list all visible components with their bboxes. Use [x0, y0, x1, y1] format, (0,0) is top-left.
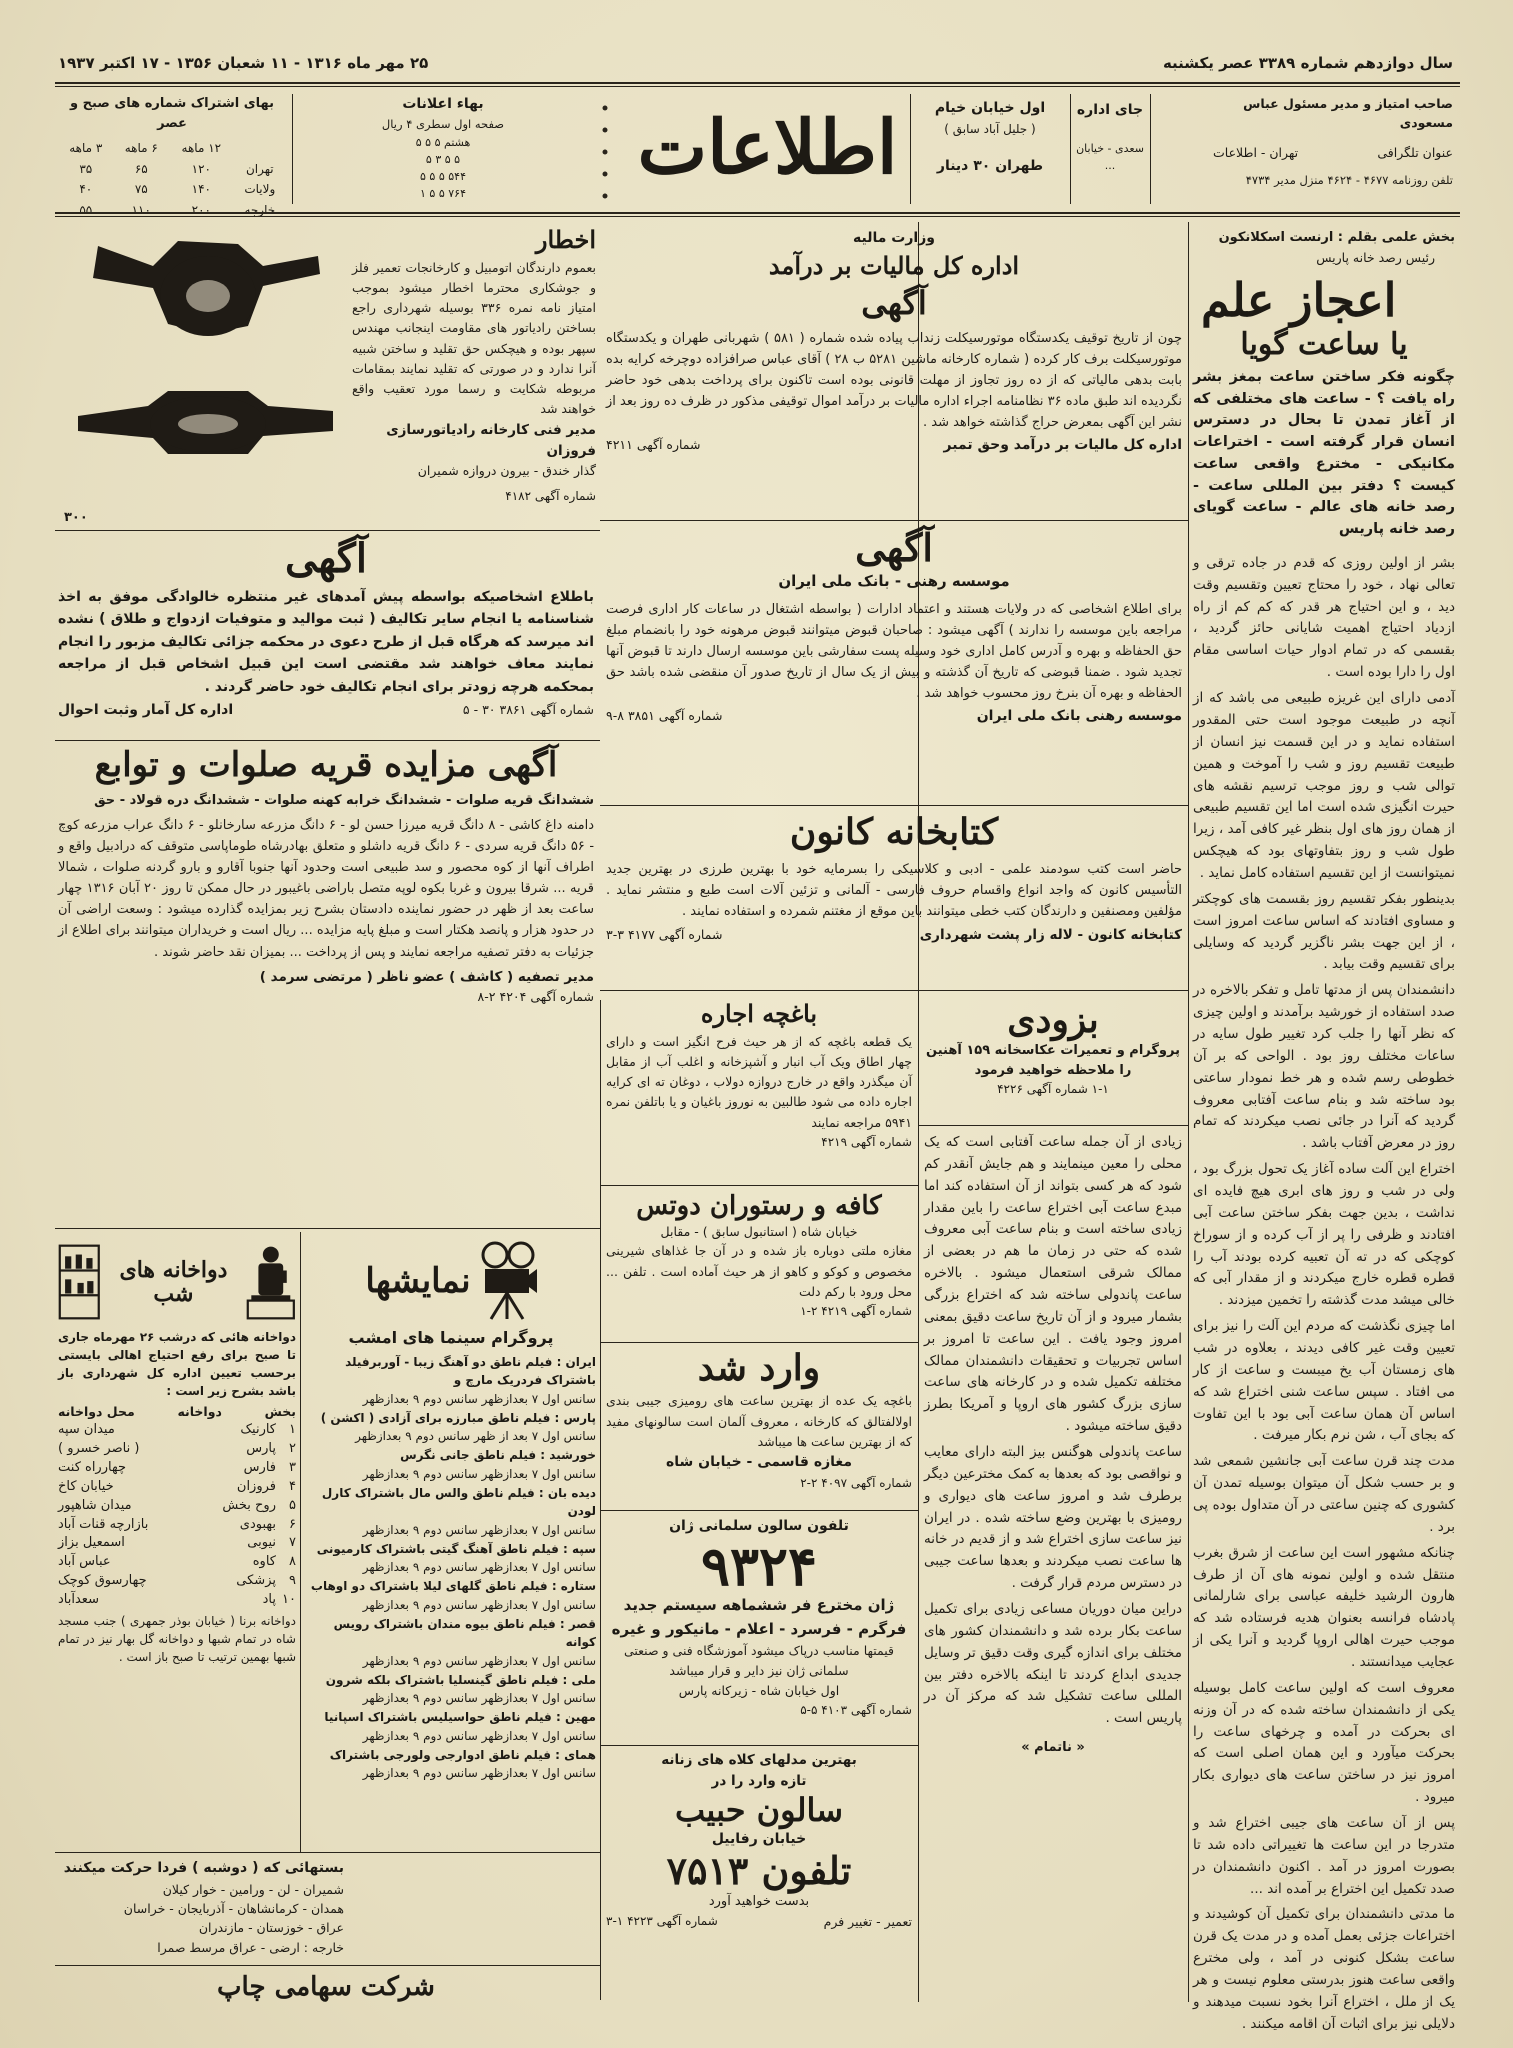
stats-sign: اداره کل آمار وثبت احوال: [58, 701, 234, 718]
pharmacy-row: [58, 1534, 296, 1553]
ads-row: ۵۴۴ ۵ ۵ ۵: [420, 169, 466, 183]
ornament-dots: [601, 100, 609, 200]
subs-cell: تهران: [245, 161, 274, 176]
pharmacist-icon: [246, 1239, 296, 1325]
office-value: سعدی - خیابان ...: [1076, 141, 1144, 172]
article-kicker: بخش علمی بقلم : ارنست اسکلانکون: [1218, 230, 1455, 245]
article-paragraph: ما مدتی دانشمندان برای تکمیل آن کوشیدند و اختراعات جزئی بعمل آمده و در مدت یک قرن ساعت بشکل کنونی در آمد ، ولی مخترع واقعی ساعت هنوز بدرستی معلوم نیست و هر یک از ملل ، اختراع آنرا بخود نسبت میدهند و دلایلی نیز برای اثبات آن اقامه میکنند .: [1193, 1906, 1455, 2032]
pharmacy-district: ۱: [289, 1422, 296, 1438]
cinema-brand: نمایشها: [365, 1261, 471, 1301]
warning-address: گذار خندق - بیرون دروازه شمیران: [417, 463, 596, 479]
warning-mark: ۳۰۰: [64, 510, 88, 525]
pharmacy-row: [58, 1516, 296, 1535]
garden-body: یک قطعه باغچه که از هر حیث فرح انگیز است و دارای چهار اطاق ویک آب انبار و آشپزخانه و اغلب آب از مقابل آن میگذرد واقع در خارج دروازه دولاب ، دوغان ته ای کرایه اجاره داده می شود طالبین به نوروز باغیان و یا باتلفن نمره ۵۹۴۱ مراجعه نمایند: [606, 1033, 912, 1130]
article-kicker-sub: رئیس رصد خانه پاریس: [1316, 250, 1435, 266]
price: طهران ۳۰ دینار: [936, 158, 1044, 175]
subs-cell: ۶۵: [134, 161, 148, 176]
arrived-title: وارد شد: [697, 1347, 821, 1389]
cinema-film: مهین : فیلم ناطق حواسیلیس باشتراک اسپانیا: [324, 1710, 596, 1725]
subs-cell: ۱۴۰: [191, 182, 211, 197]
warning-title: اخطار: [535, 225, 596, 254]
first-street: اول خیابان خیام: [934, 100, 1046, 116]
cinema-film: خورشید : فیلم ناطق جانی نگرس: [400, 1448, 596, 1463]
pharmacy-name: فروزان: [236, 1478, 276, 1494]
article-paragraph: بدینطور بفکر تقسیم روز بقسمت های کوچکتر و مساوی افتادند که اساس ساعت امروز است ، از این جهت بشر ناگزیر گردید که وسایلی برای تقسیم وقت بیابد .: [1193, 890, 1455, 973]
masthead-info: [1213, 94, 1453, 190]
bank-org: موسسه رهنی - بانک ملی ایران: [778, 571, 1010, 590]
pharmacy-col-head: بخش: [264, 1404, 296, 1419]
issue-date: ۲۵ مهر ماه ۱۳۱۶ - ۱۱ شعبان ۱۳۵۶ - ۱۷ اکتبر ۱۹۳۷: [58, 54, 429, 72]
pharmacy-row: [58, 1572, 296, 1591]
pharmacy-name: پاد: [262, 1591, 276, 1607]
pharmacy-header: [58, 1236, 296, 1328]
auction-line: ششدانگ قریه صلوات - ششدانگ خرابه کهنه صلوات - ششدانگ دره قولاد - حق: [94, 793, 594, 809]
pharmacy-name: پارس: [246, 1441, 276, 1457]
pharmacy-district: ۳: [289, 1460, 296, 1476]
salon-head: تلفون سالون سلمانی ژان: [669, 1518, 849, 1534]
logo-area: [630, 86, 905, 211]
hats-line: تازه وارد را در: [711, 1772, 807, 1789]
article-paragraph: معروف است که اولین ساعت کامل بوسیله یکی از دانشمندان ساخته شده که در آن وزنه ای بحرکت در آمده و چرخهای ساعت را بحرکت میآورد و این همان اصلی است که امروز نیز در ساختن ساعت های دیواری بکار میرود .: [1193, 1679, 1455, 1806]
garden-ad: [606, 1000, 912, 1151]
stats-notice: [58, 536, 594, 722]
pharmacy-district: ۶: [289, 1516, 296, 1532]
newspaper-logo: اطلاعات: [637, 105, 898, 191]
pharmacy-row: [58, 1591, 296, 1610]
phones: تلفن روزنامه ۴۶۷۷ - ۴۶۲۴ منزل مدیر ۴۷۳۴: [1245, 173, 1453, 188]
cafe-number: شماره آگهی ۴۲۱۹ ۲-۱: [800, 1304, 912, 1319]
salon-body: قیمتها مناسب درپاک میشود آموزشگاه فنی و صنعتی سلمانی ژان نیز دایر و قرار میباشد: [623, 1642, 895, 1679]
salon-line: ژان مخترع فر ششماهه سیستم جدید: [623, 1596, 895, 1615]
subs-cell: ۷۵: [134, 182, 148, 197]
cinema-showtimes: سانس اول ۷ بعدازظهر سانس دوم ۹ بعدازظهر: [362, 1728, 596, 1743]
library-number: شماره آگهی ۴۱۷۷ ۳-۳: [606, 926, 723, 942]
subs-cell: ۱۲۰: [191, 161, 211, 176]
library-ad: [606, 812, 1182, 945]
bank-notice-body: برای اطلاع اشخاصی که در ولایات هستند و اعتماد ادارات ( بواسطه اشتغال در ساعات کار اداری فرصت مراجعه باین موسسه را ندارند ) آگهی میشود : صاحبان قبوض میتوانند قبوض مرهونه خود را بانضمام مبلغ حق الحفاظه و بهره و آدرس کامل اداری خود وسیله پست سفارشی باین موسسه ارسال دارند تا قبوض آنها تجدید شود . ضمنا قبوضی که تاریخ آن گذشته و بیش از یک سال از تاریخ صدور آن منقضی شده باشد حق الحفاظه و بهره آن بنرخ روز محسوب خواهد شد .: [606, 601, 1182, 702]
auction-number: شماره آگهی ۴۲۰۴ ۲-۸: [477, 989, 594, 1005]
cafe-ad: [606, 1192, 912, 1321]
cinema-film: سپه : فیلم ناطق آهنگ گیتی باشتراک کارمیونی: [316, 1541, 596, 1556]
soon-ad: [924, 1000, 1182, 1099]
hats-phone: تلفون ۷۵۱۳: [666, 1848, 852, 1894]
warning-ad: [352, 226, 596, 505]
radiator-illustration: [58, 226, 348, 488]
pharmacy-listing: [58, 1236, 296, 1666]
article-subtitle: یا ساعت گویا: [1240, 327, 1408, 363]
pharmacy-brand: دواخانه های شب: [119, 1256, 228, 1307]
article-lede: چگونه فکر ساختن ساعت بمغز بشر راه یافت ؟ - ساعت های مختلفی که از آغاز تمدن تا بحال در دسترس انسان قرار گرفته است - اختراعات مکانیکی - مخترع واقعی ساعت کیست ؟ دفتر بین المللی ساعت - رصد خانه های عالم - ساعت گویای رصد خانه پاریس: [1193, 368, 1455, 538]
article-paragraph: پس از آن ساعت های جیبی اختراع شد و متدرجا در این ساعت ها تغییراتی داده شد تا بصورت امروز در آمد . اکنون دانشمندان در صدد تکمیل این اختراع بر آمده اند ...: [1193, 1815, 1455, 1897]
first-street-sub: ( جلیل آباد سابق ): [944, 121, 1036, 136]
cinema-film: قصر : فیلم ناطق بیوه مندان باشتراک رویس کوانه: [333, 1616, 596, 1650]
cafe-sub: خیابان شاه ( استانبول سابق ) - مقابل: [660, 1223, 858, 1239]
pharmacy-location: میدان سپه: [58, 1422, 115, 1438]
pharmacy-location: چهارسوق کوچک: [58, 1573, 147, 1589]
pharmacy-rows: [58, 1421, 296, 1609]
cinema-showtimes: سانس اول ۷ بعدازظهر سانس دوم ۹ بعدازظهر: [362, 1466, 596, 1481]
warning-body: بعموم دارندگان اتومبیل و کارخانجات تعمیر فلز و جوشکاری محترما اخطار میشود بموجب امتیاز نامه نمره ۳۳۶ بوسیله شهرداری راجع بساختن رادیاتور های مقاومت اینجانب مهندس سپهر بوده و هیچکس حق تقلید و ساختن شبیه آنرا ندارد و در صورتی که تقلید نمایند بمقامات مربوطه شکایت و رسما مورد تعقیب واقع خواهند شد: [352, 259, 596, 417]
salon-address: اول خیابان شاه - زیرکانه پارس: [678, 1683, 840, 1699]
article-paragraph: دانشمندان پس از مدتها تامل و تفکر بالاخره در صدد استفاده از خورشید برآمدند و اولین چیزی که نظر آنها را جلب کرد تغییر طول سایه در ساعات مختلف روز بود . الواحی که بر آن خطوطی رسم شده و هر خط نمودار ساعتی بود ساخته شد و بنام ساعت آفتابی معروف گردید که آنرا در جائی نصب میکردند که تمام روز در معرض آفتاب باشد .: [1193, 982, 1455, 1152]
telegraph-label: عنوان تلگرافی: [1377, 144, 1453, 160]
pharmacy-row: [58, 1497, 296, 1516]
article-paragraph: آدمی دارای این غریزه طبیعی می باشد که از آنچه در طبیعت موجود است حتی المقدور استفاده نماید و در این قسمت نیز انسان از طبیعت تقسیم روز و شب را آموخت و همین توالی شب و روز موجب ترسیم نقشه های حیرت انگیزی شده است اما این تقسیم طبیعی از همان روز های اول بنظر غیر کافی آمد ، زیرا طول شب و روز بتفاوتهای بود که هیچکس نمیتوانست از این تقسیم استفاده کامل نماید .: [1193, 690, 1455, 881]
article-paragraph: چنانکه مشهور است این ساعت از شرق بغرب منتقل شده و اولین نمونه های آن از طرف هارون الرشید خلیفه عباسی برای شارلمانی پادشاه فرانسه بعنوان هدیه فرستاده شد که موجب حیرت اهالی اروپا گردید و آنرا یکی از عجایب میدانستند .: [1193, 1544, 1455, 1671]
pharmacy-location: چهارراه کنت: [58, 1460, 126, 1476]
cafe-body: مغازه ملتی دوباره باز شده و در آن جا غذاهای شیرینی مخصوص و کوکو و کاهو از هر حیث آماده است . تلفن ... محل ورود با رکم دلت: [606, 1243, 912, 1299]
bank-notice-title: آگهی: [855, 525, 933, 570]
notice-sign: اداره کل مالیات بر درآمد وحق تمبر: [943, 437, 1182, 454]
soon-title: بزودی: [1007, 999, 1099, 1041]
pharmacy-row: [58, 1459, 296, 1478]
auction-notice: [58, 746, 594, 1007]
pharmacy-name: کارنیک: [240, 1422, 276, 1438]
salon-ad: [606, 1516, 912, 1719]
subs-cell: ولایات: [244, 182, 276, 197]
ads-sub: صفحه اول سطری ۴ ریال: [381, 116, 505, 131]
ministry: وزارت مالیه: [853, 230, 935, 246]
cinema-intro: ایران : فیلم ناطق دو آهنگ زیبا - آوربرفیلد باشتراک فردریک مارچ و: [345, 1354, 596, 1388]
pharmacy-name: کاوه: [252, 1554, 276, 1570]
posts-line: خارجه : ارضی - عراق مرسط صمرا: [157, 1939, 344, 1955]
library-sign: کتابخانه کانون - لاله زار پشت شهرداری: [919, 926, 1182, 943]
cinema-showtimes: سانس اول ۷ بعدازظهر سانس دوم ۹ بعدازظهر: [362, 1654, 596, 1669]
pharmacy-note: دواخانه برنا ( خیابان بوذر جمهری ) جنب مسجد شاه در تمام شبها و دواخانه گل بهار نیز در تمام شبها بهمین ترتیب تا صبح باز است .: [58, 1613, 296, 1664]
footer-printer: شرکت سهامی چاپ: [217, 1972, 435, 2002]
pharmacy-district: ۱۰: [282, 1591, 296, 1607]
library-body: حاضر است کتب سودمند علمی - ادبی و کلاسیکی را بسرمایه خود با بهترین طرزی در بهترین جدید التأسیس کانون که واجد انواع واقسام حروف فارسی - آلمانی و تزئین آلات است طبع و منتشر نماید . مؤلفین ومصنفین و دارندگان کتب خطی میتوانند باین موقع از مغتنم شمرده و استفاده نمایند .: [606, 862, 1182, 920]
pharmacy-name: بهبودی: [239, 1516, 276, 1532]
subs-cell: ۵۵: [79, 203, 93, 218]
pharmacy-location: سعدآباد: [58, 1591, 99, 1607]
hats-line: تعمیر - تغییر فرم: [823, 1914, 912, 1930]
article-paragraph: اما چیزی نگذشت که مردم این آلت را نیز برای تعیین وقت غیر کافی دیدند ، بعلاوه در شب های زمستان آب یخ میبست و ساعت از کار می افتاد . سپس ساعت شنی اختراع شد که اساس آن همان ساعت آبی بود با این تفاوت که بجای آب ، شن نرم بکار میرفت .: [1193, 1318, 1455, 1444]
hats-title: سالون حبیب: [675, 1790, 843, 1829]
finance-notice: [606, 228, 1182, 457]
posts-line: همدان - کرمانشاهان - آذربایجان - خراسان: [123, 1901, 344, 1917]
pharmacy-district: ۷: [289, 1535, 296, 1551]
cinema-showtimes: سانس اول ۷ بعدازظهر سانس دوم ۹ بعدازظهر: [362, 1560, 596, 1575]
pharmacy-location: ( ناصر خسرو ): [58, 1441, 140, 1457]
bank-notice-number: شماره آگهی ۳۸۵۱ ۸-۹: [606, 708, 723, 724]
ads-title: بهاء اعلانات: [402, 96, 484, 112]
garden-number: شماره آگهی ۴۲۱۹: [821, 1134, 912, 1149]
pharmacy-location: عباس آباد: [58, 1554, 111, 1570]
ads-row: ۵ ۵ ۳ ۵: [425, 152, 461, 166]
owner-line: صاحب امتیاز و مدیر مسئول عباس مسعودی: [1243, 96, 1453, 131]
pharmacy-location: بازارچه قنات آباد: [58, 1516, 149, 1532]
notice-title: آگهی: [861, 284, 927, 323]
pharmacy-location: خیابان کاخ: [58, 1478, 114, 1494]
pharmacy-name: پزشکی: [236, 1573, 276, 1589]
issue-info: سال دوازدهم شماره ۳۳۸۹ عصر یکشنبه: [1162, 54, 1453, 72]
posts-notice: [58, 1858, 594, 1957]
article-paragraph: مدت چند قرن ساعت آبی جانشین شمعی شد و بر حسب شکل آن میتوان بوسیله تمدن آن کشوری که چنین ساعتی در آن متداول بوده پی برد .: [1193, 1453, 1455, 1535]
pharmacy-intro: دواخانه هائی که درشب ۲۶ مهرماه جاری تا صبح برای رفع احتیاج اهالی بایستی برحسب تعیین اداره کل شهرداری باز باشد بشرح زیر است :: [58, 1330, 296, 1398]
hats-ad: [606, 1750, 912, 1932]
continued-paragraph: دراین میان دوریان مساعی زیادی برای تکمیل ساعت بکار برده شد و دانشمندان کشور های مختلف برای اندازه گیری وقت دقیق تر وسایل جدیدی ابداع کردند تا اینکه بالاخره دفتر بین المللی ساعت تشکیل شد که مرکز آن در پاریس است .: [924, 1601, 1182, 1727]
auction-sign: مدیر تصفیه ( کاشف ) عضو ناظر ( مرتضی سرمد ): [259, 968, 594, 985]
pharmacy-district: ۹: [289, 1573, 296, 1589]
arrived-body: باغچه یک عده از بهترین ساعت های رومیزی جیبی بندی اولالفتالق که کارخانه ، معروف آلمان است سالونهای مفید که از بهترین ساعت ها میباشد: [606, 1393, 912, 1449]
pharmacy-row: [58, 1478, 296, 1497]
posts-line: شمیران - لن - ورامین - خوار کیلان: [162, 1881, 344, 1897]
telegraph-value: تهران - اطلاعات: [1213, 144, 1299, 160]
office-label: جای اداره: [1076, 102, 1144, 118]
cinema-showtimes: سانس اول ۷ بعد از ظهر سانس دوم ۹ بعدازظهر: [355, 1429, 596, 1444]
office-title: اداره کل مالیات بر درآمد: [768, 250, 1020, 280]
cinema-listing: [306, 1236, 596, 1783]
arrived-ad: [606, 1348, 912, 1492]
science-article: [1193, 228, 1455, 2036]
article-paragraph: اختراع این آلت ساده آغاز یک تحول بزرگ بود ، ولی در شب و روز های ابری هیچ فایده ای نداشت ، بدین جهت بفکر ساختن ساعت آبی افتادند و ظرفی را پر از آب کرده و از سوراخ کوچکی که در ته آن تعبیه کرده بودند آب را قطره قطره خارج میکردند و از مقدار آبی که خالی میشد مدت گذشته را تخمین میزدند .: [1193, 1161, 1455, 1309]
continued-paragraph: ساعت پاندولی هوگنس بیز البته دارای معایب و نواقصی بود که بعدها به کمک مخترعین دیگر برطرف شد و امروز ساعت های دیواری و رومیزی با بهترین وضع ساخته شده . در ایران نیز ساعت سازی اختراع شد و از قدیم در خانه ها ساعت نصب میکردند و بعدها ساعت جیبی در دسترس مردم قرار گرفت .: [924, 1444, 1182, 1592]
ads-rate-box: [298, 94, 588, 202]
subs-cell: ۱۱۰: [131, 203, 151, 218]
hats-street: خیابان رفاییل: [711, 1830, 807, 1847]
cinema-showtimes: سانس اول ۷ بعدازظهر سانس دوم ۹ بعدازظهر: [362, 1766, 596, 1781]
subs-cell: ۲۰۰: [191, 203, 211, 218]
library-title: کتابخانه کانون: [789, 811, 999, 853]
article-end: « ناتمام »: [1021, 1740, 1085, 1756]
subs-cell: خارجه: [244, 203, 276, 218]
projector-icon: [477, 1241, 537, 1321]
stats-title: آگهی: [285, 535, 367, 582]
soon-number: ۱-۱ شماره آگهی ۴۲۲۶: [997, 1082, 1109, 1097]
subscription-box: [58, 94, 286, 221]
cinema-film: دیده بان : فیلم ناطق والس مال باشتراک کارل لودن: [321, 1485, 596, 1519]
auction-body: دامنه داغ کاشی - ۸ دانگ قریه میرزا حسن لو - ۶ دانگ مزرعه سارخانلو - ۶ دانگ عراب مزرعه کوچ - ۵۶ دانگ قریه سردی - ۶ دانگ قریه داشلو و متعلق بهادرشاه طوماپاسی متوقف که درادبیل واقع و اطراف آنها از کوه محصور و سد طبیعی است وحدود آنها جنوبا آقارو و بارو گردنه صلوات ، شمالا قریه ... شرقا بیرون و غربا بکوه لوپه متصل باراضی باغیبور در حال ممکن تا روز ۲۰ آبان ۱۳۱۶ چهار ساعت بعد از ظهر در حضور نماینده دادستان بشرح زیر بمزایده گذارده میشود : وسعت اراضی آن در حدود هزار و پانصد هکتار است و مبلغ پایه مزایده ... ریال است و خریداران میتوانند برای اطلاع از جزئیات به دفتر تصفیه مراجعه نمایند و پس از پرداخت ... بمیزان نقد حاضر شوند .: [58, 818, 595, 960]
cinema-film: ستاره : فیلم ناطق گلهای لیلا باشتراک دو اوهاب: [310, 1579, 596, 1594]
garden-title: باغچه اجاره: [700, 999, 818, 1028]
bank-notice: [606, 526, 1182, 728]
price-box: [915, 98, 1065, 178]
soon-body: پروگرام و تعمیرات عکاسخانه ۱۵۹ آهنین را ملاحظه خواهید فرمود: [926, 1043, 1180, 1078]
article-paragraph: بشر از اولین روزی که قدم در جاده ترقی و تعالی نهاد ، خود را محتاج تعیین وتقسیم وقت دید ، و این احتیاج هر قدر که کم کم از راه ازدیاد احتیاج اهمیت شایانی حائز گردید ، بقسمی که در تمام ادوار حیات اساسی مقام اول را دارا بوده است .: [1193, 554, 1455, 681]
subs-head: ۱۲ ماهه: [181, 141, 222, 156]
salon-line: فرگرم - فرسرد - اعلام - مانیکور و غیره: [611, 1619, 907, 1638]
article-continued: [924, 1132, 1182, 1758]
ads-row: هشتم ۵ ۵ ۵: [415, 135, 471, 149]
posts-line: عراق - خوزستان - مازندران: [198, 1920, 344, 1936]
stats-number: شماره آگهی ۳۸۶۱ ۳۰ - ۵: [462, 701, 594, 717]
pharmacy-district: ۸: [289, 1554, 296, 1570]
cinema-showtimes: سانس اول ۷ بعدازظهر سانس دوم ۹ بعدازظهر: [362, 1597, 596, 1612]
cinema-showtimes: سانس اول ۷ بعدازظهر سانس دوم ۹ بعدازظهر: [362, 1391, 596, 1406]
pharmacy-row: [58, 1553, 296, 1572]
stats-body: باطلاع اشخاصیکه بواسطه پیش آمدهای غیر منتظره خالوادگی موفق به اخذ شناسنامه یا انجام سایر تکالیف ( ثبت موالید و متوفیات ازدواج و طلاق ) نشده اند میرسد که هرگاه قبل از طرح دعوی در محکمه جزائی تکالیف مزبور را انجام نمایند معاف خواهند شد مقتضی است این قبیل اشخاص قبل از مراجعه بمحکمه هرچه زودتر برای انجام تکالیف خود حاضر گردند .: [58, 589, 594, 695]
notice-body: چون از تاریخ توقیف یکدستگاه موتورسیکلت زنداب پیاده شده شماره ( ۵۸۱ ) شهربانی طهران و یکدستگاه موتورسیکلت برف کار کرده ( شماره کارخانه ماشین ۵۲۸۱ ب ۲۸ ) آقای عباس صرافزاده دوچرخه کرایه بده بابت بدهی مالیاتی که از ده روز تجاوز از مهلت قانونی بوده است تاکنون برای پرداخت بدهی خود حاضر نگردیده اند طبق ماده ۳۶ نظامنامه اجراء اداره مالیات بر درآمد اموال توقیفی مذکور در ظرف ده روز بعد از نشر این آگهی بمعرض حراج گذاشته خواهد شد .: [606, 331, 1182, 431]
subs-cell: ۴۰: [79, 182, 93, 197]
cinema-title: پروگرام سینما های امشب: [348, 1328, 554, 1347]
pharmacy-name: نیوبی: [247, 1535, 276, 1551]
subs-title: بهای اشتراک شماره های صبح و عصر: [70, 96, 274, 132]
pharmacy-col-head: محل دواخانه: [58, 1404, 135, 1419]
pharmacy-name: روح بخش: [222, 1497, 276, 1513]
subs-table: [58, 138, 286, 220]
cinema-header: [306, 1236, 596, 1326]
posts-title: بستهائی که ( دوشبه ) فردا حرکت میکنند: [63, 1860, 344, 1876]
bank-sign: موسسه رهنی بانک ملی ایران: [976, 708, 1182, 725]
hats-line: بهترین مدلهای کلاه های زنانه: [661, 1752, 857, 1768]
subs-cell: ۳۵: [79, 161, 93, 176]
notice-number: شماره آگهی ۴۲۱۱: [606, 437, 701, 453]
cinema-film: ملی : فیلم ناطق گینسلیا باشتراک بلکه شرون: [325, 1672, 596, 1687]
cinema-items: [306, 1390, 596, 1783]
subs-head: ۳ ماهه: [69, 141, 103, 156]
pharmacy-district: ۴: [289, 1478, 296, 1494]
pharmacy-location: اسمعیل بزاز: [58, 1535, 125, 1551]
shelf-icon: [58, 1239, 101, 1325]
arrived-number: شماره آگهی ۴۰۹۷ ۲-۲: [800, 1475, 912, 1490]
cafe-title: کافه و رستوران دوتس: [636, 1191, 882, 1221]
hats-number: شماره آگهی ۴۲۲۳ ۱-۳: [606, 1914, 718, 1929]
pharmacy-row: [58, 1440, 296, 1459]
pharmacy-name: فارس: [243, 1460, 276, 1476]
pharmacy-row: [58, 1421, 296, 1440]
pharmacy-location: میدان شاهپور: [58, 1497, 132, 1513]
article-title: اعجاز علم: [1201, 272, 1397, 327]
hats-line: بدست خواهید آورد: [708, 1894, 810, 1910]
pharmacy-table-head: [58, 1402, 296, 1421]
cinema-film: همای : فیلم ناطق ادوارجی ولورجی باشتراک: [329, 1747, 596, 1762]
salon-phone: ۹۳۲۴: [700, 1533, 817, 1598]
pharmacy-district: ۵: [289, 1497, 296, 1513]
pharmacy-col-head: دواخانه: [177, 1404, 222, 1419]
warning-sign: مدیر فنی کارخانه رادیاتورسازی فروزان: [386, 421, 596, 459]
cinema-showtimes: سانس اول ۷ بعدازظهر سانس دوم ۹ بعدازظهر: [362, 1691, 596, 1706]
subs-head: ۶ ماهه: [124, 141, 158, 156]
pharmacy-district: ۲: [289, 1441, 296, 1457]
office-box: [1075, 100, 1145, 174]
ads-row: ۷۶۴ ۵ ۵ ۱: [420, 186, 466, 200]
continued-paragraph: زیادی از آن جمله ساعت آفتابی است که یک محلی را معین مینمایند و هم جایش آنقدر کم شود که هر کسی بتواند از آن استفاده کند اما مبدع ساعت آبی اختراع ساعت را باین مقدار زیادی ساخته است و بنام ساعت آبی معروف شده که حتی در زمان ما هم در بعضی از ممالک شرقی استعمال میشود . بالاخره ساعت پاندولی ساخته شد که اختراع بزرگی بشمار میرود و از آن تاریخ ساعت دقیق بمعنی امروز وجود یافت . این ساعت تا امروز بر اساس تجربیات و تحقیقات دانشمندان ممالک مختلفه تکمیل شده و در کارخانه های ساعت سازی بزرگ کشور های اروپا و آمریکا بطرز دقیق ساخته میشود .: [924, 1134, 1182, 1435]
cinema-film: پارس : فیلم ناطق مبارزه برای آزادی ( اکشن ): [320, 1410, 596, 1425]
cinema-showtimes: سانس اول ۷ بعدازظهر سانس دوم ۹ بعدازظهر: [362, 1523, 596, 1538]
auction-title: آگهی مزایده قریه صلوات و توابع: [94, 745, 558, 785]
salon-number: شماره آگهی ۴۱۰۳ ۵-۵: [800, 1702, 912, 1717]
warning-number: شماره آگهی ۴۱۸۲: [505, 488, 596, 503]
arrived-sign: مغازه قاسمی - خیابان شاه: [665, 1454, 852, 1471]
